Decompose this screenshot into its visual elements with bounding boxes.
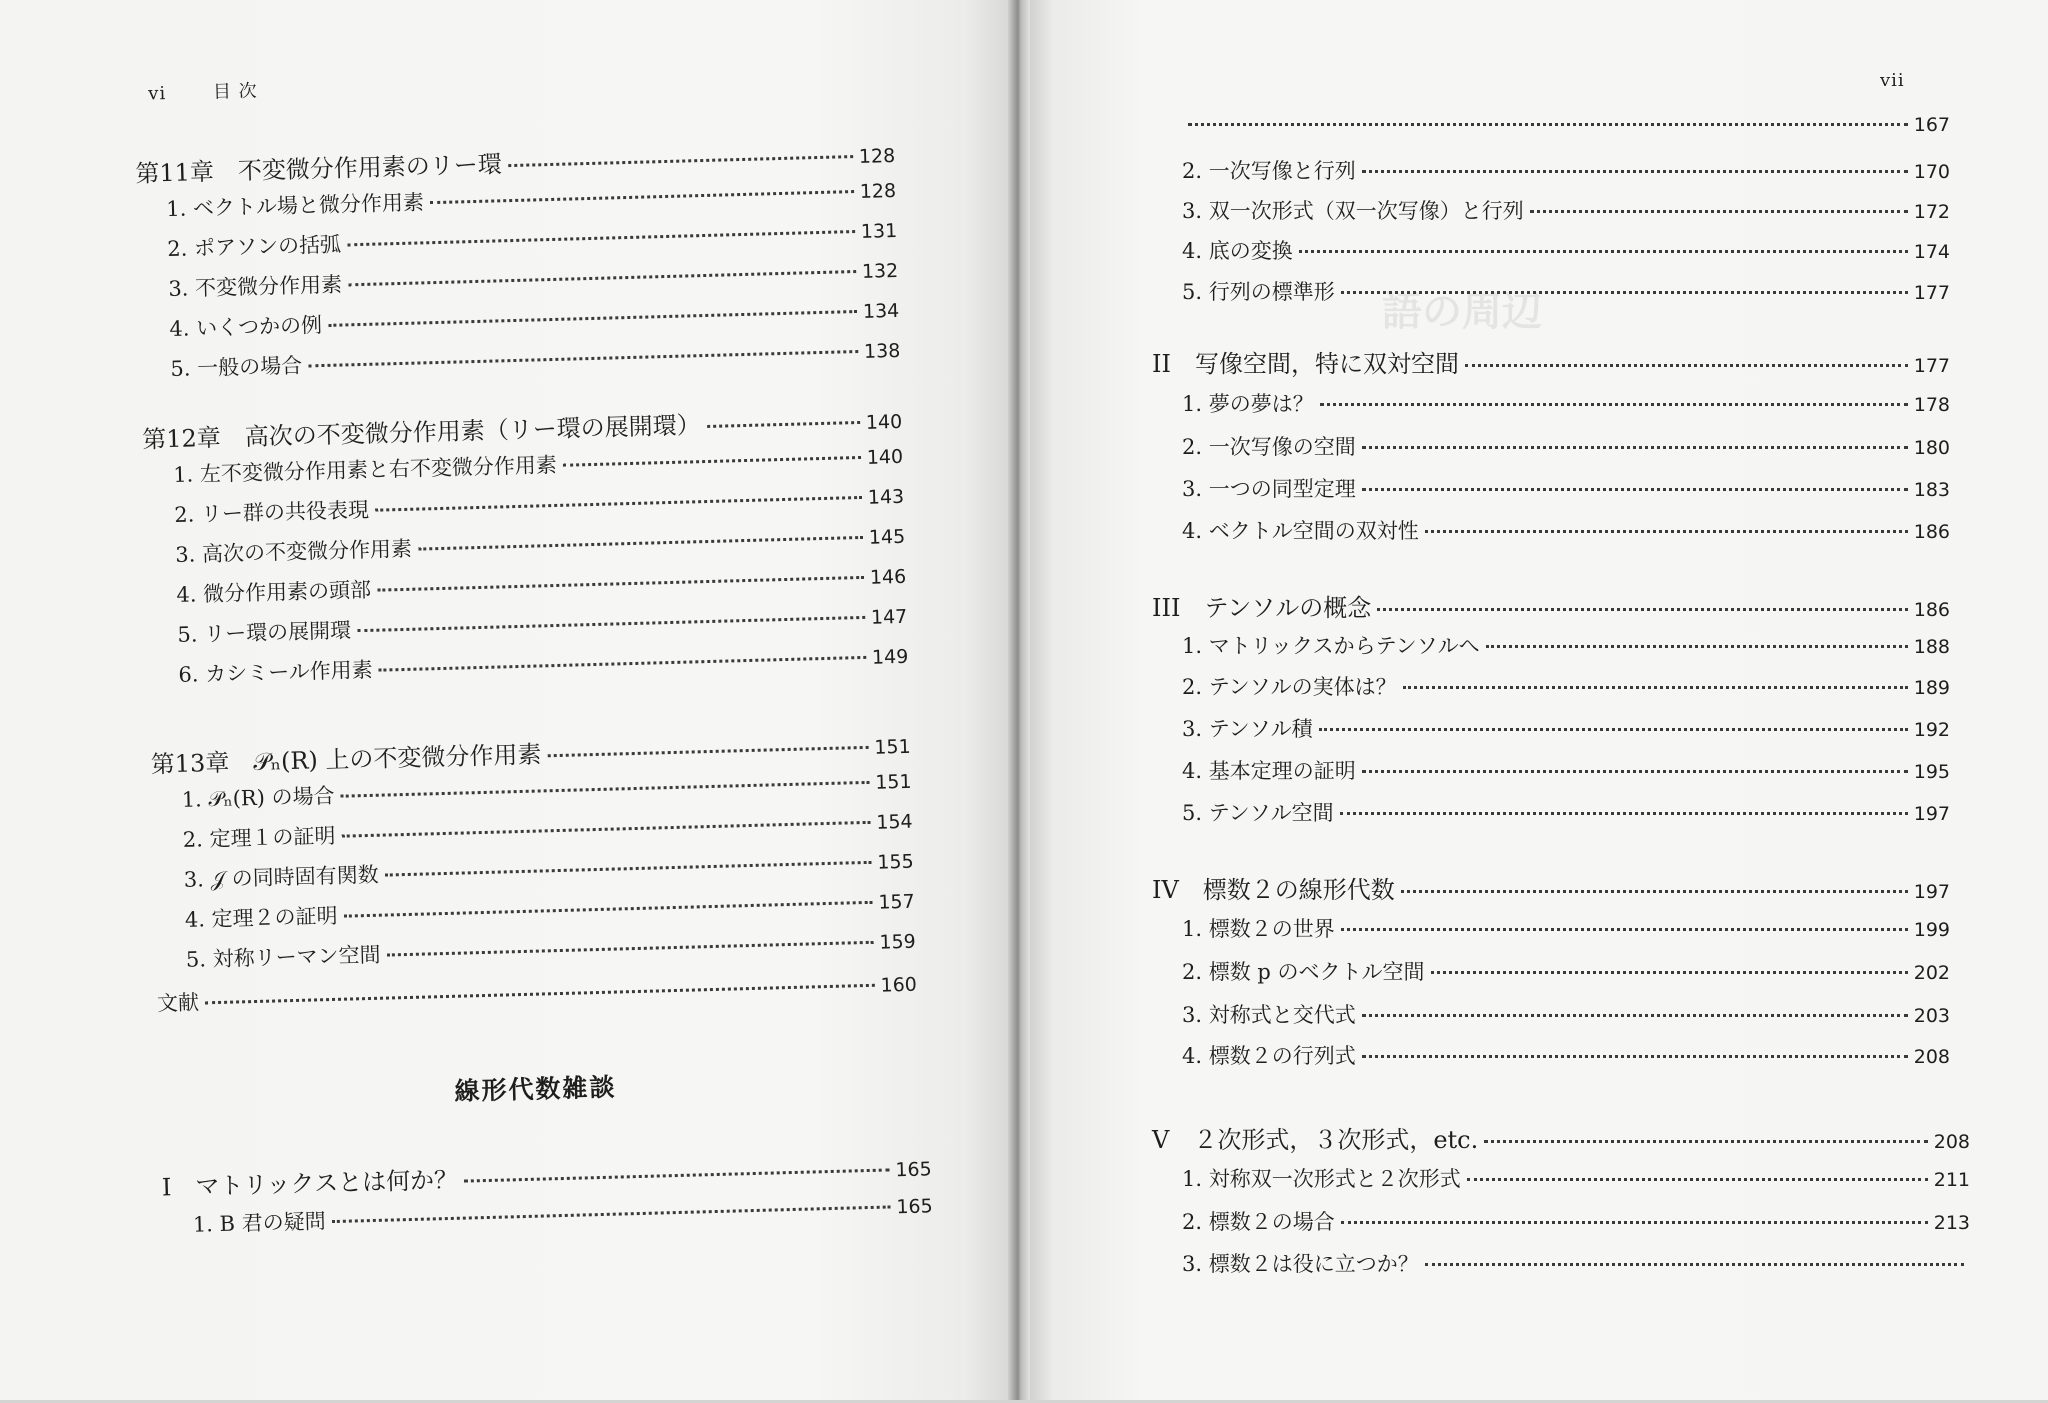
toc-entry-label: I マトリックスとは何か？ [161, 1165, 459, 1202]
toc-entry-label: 1. 夢の夢は？ [1182, 392, 1314, 416]
toc-entry[interactable] [183, 845, 914, 894]
leader-dots [1362, 488, 1908, 491]
toc-entry-label: 2. 一次写像の空間 [1182, 435, 1356, 459]
toc-entry-page: 145 [868, 525, 906, 549]
leader-dots [1362, 1055, 1908, 1058]
leader-dots [418, 536, 863, 551]
toc-entry-page: 177 [1913, 282, 1950, 304]
toc-entry-label: 5. テンソル空間 [1182, 801, 1334, 825]
toc-entry[interactable] [1182, 1248, 1970, 1278]
toc-entry-page: 197 [1913, 881, 1950, 903]
toc-entry[interactable] [167, 214, 898, 263]
leader-dots [347, 230, 855, 246]
toc-entry-label: 5. 対称リーマン空間 [185, 942, 381, 972]
leader-dots [344, 901, 873, 918]
leader-dots [341, 821, 870, 838]
leader-dots [332, 1205, 891, 1223]
toc-entry-label: 4. ベクトル空間の双対性 [1182, 519, 1419, 543]
toc-entry[interactable] [176, 560, 907, 609]
toc-entry-page: 202 [1913, 962, 1950, 984]
toc-entry-label: 2. 標数２の場合 [1182, 1210, 1335, 1234]
toc-entry-label: 3. 標数２は役に立つか？ [1182, 1252, 1419, 1276]
toc-entry[interactable] [1182, 797, 1950, 827]
leader-dots [1403, 686, 1908, 689]
toc-entry[interactable] [1182, 388, 1950, 418]
toc-entry[interactable] [1182, 195, 1950, 225]
leader-dots [1465, 364, 1908, 367]
toc-entry-label: 3. テンソル積 [1182, 717, 1313, 741]
toc-entry[interactable] [182, 805, 913, 854]
toc-entry[interactable] [169, 294, 900, 343]
leader-dots [1467, 1178, 1928, 1181]
leader-dots [1299, 250, 1908, 253]
toc-entry-label: 第12章 高次の不変微分作用素（リー環の展開環） [141, 411, 702, 454]
leader-dots [377, 576, 864, 592]
toc-entry-page: 211 [1933, 1169, 1970, 1191]
toc-entry-page: 140 [865, 410, 903, 434]
leader-dots [1377, 608, 1907, 611]
toc-entry-page: 128 [859, 179, 897, 203]
toc-entry[interactable] [1182, 155, 1950, 185]
toc-entry-label: 2. ポアソンの括弧 [167, 232, 342, 262]
toc-entry[interactable] [1152, 588, 1950, 623]
toc-entry-page: 203 [1913, 1005, 1950, 1027]
toc-entry-label: 3. 不変微分作用素 [168, 272, 343, 302]
leader-dots [375, 496, 862, 512]
leader-dots [1362, 770, 1908, 773]
toc-entry-label: 4. 微分作用素の頭部 [176, 577, 372, 607]
toc-entry[interactable] [1152, 1120, 1970, 1155]
toc-entry-page: 197 [1913, 803, 1950, 825]
toc-entry[interactable] [170, 334, 901, 383]
toc-entry[interactable] [1152, 870, 1950, 905]
left-header-title: 目 次 [212, 80, 258, 103]
toc-entry-label: 2. テンソルの実体は？ [1182, 675, 1397, 699]
toc-entry-page: 155 [877, 850, 914, 874]
leader-dots [1319, 728, 1908, 731]
toc-entry-label: III テンソルの概念 [1152, 594, 1372, 622]
toc-entry-page: 213 [1933, 1212, 1970, 1234]
toc-entry-page: 157 [878, 890, 915, 914]
toc-entry-page: 208 [1933, 1131, 1970, 1153]
toc-entry-page: 132 [861, 259, 899, 283]
leader-dots [385, 861, 872, 877]
toc-entry[interactable] [1182, 913, 1950, 943]
toc-entry-label: 4. 基本定理の証明 [1182, 759, 1356, 783]
leader-dots [340, 781, 869, 798]
toc-entry-page: 195 [1913, 761, 1950, 783]
leader-dots [508, 155, 853, 167]
toc-entry[interactable] [1182, 515, 1950, 545]
toc-entry-label: 6. カシミール作用素 [178, 657, 374, 687]
leader-dots [328, 310, 857, 327]
book-gutter [1008, 0, 1030, 1400]
toc-entry-page: 192 [1913, 719, 1950, 741]
leader-dots [1341, 928, 1908, 931]
toc-entry-label: 5. リー環の展開環 [177, 618, 352, 647]
toc-entry-page: 140 [866, 445, 904, 469]
toc-entry-page: 178 [1913, 394, 1950, 416]
right-page [1022, 0, 2048, 1400]
toc-entry[interactable] [1182, 956, 1950, 986]
toc-entry-page: 134 [862, 299, 900, 323]
toc-entry-label: 2. 標数 p のベクトル空間 [1182, 960, 1425, 984]
toc-entry-label: 1. 𝒫ₙ(R) の場合 [181, 783, 335, 812]
toc-entry[interactable] [1182, 999, 1950, 1029]
toc-entry[interactable] [1182, 276, 1950, 306]
leader-dots [205, 984, 875, 1005]
toc-entry-page: 165 [895, 1158, 932, 1182]
leader-dots [1425, 530, 1908, 533]
leader-dots [430, 190, 854, 204]
toc-entry-page: 177 [1913, 355, 1950, 377]
leader-dots [707, 421, 860, 428]
leader-dots [1425, 1263, 1964, 1266]
leader-dots [1341, 1221, 1928, 1224]
left-header [148, 77, 258, 106]
toc-entry-page: 160 [880, 973, 918, 997]
left-header-page-number: vi [148, 83, 167, 105]
toc-entry[interactable] [1182, 755, 1950, 785]
toc-entry[interactable] [1182, 713, 1950, 743]
toc-entry[interactable] [1182, 1163, 1970, 1193]
toc-entry-page: 154 [876, 810, 913, 834]
leader-dots [1320, 403, 1908, 406]
leader-dots [387, 941, 874, 957]
right-header-page-number: vii [1880, 70, 1905, 91]
toc-entry-label: 4. 底の変換 [1182, 239, 1293, 263]
toc-entry[interactable] [168, 254, 899, 303]
toc-entry-label: 3. 𝒥 の同時固有関数 [183, 862, 379, 892]
toc-entry[interactable] [1182, 630, 1950, 660]
toc-entry-page: 147 [870, 605, 908, 629]
toc-entry-label: 3. 高次の不変微分作用素 [175, 536, 413, 567]
toc-entry[interactable] [1182, 235, 1950, 265]
toc-entry[interactable] [1152, 344, 1950, 379]
toc-entry-page: 199 [1913, 919, 1950, 941]
toc-entry-page: 170 [1913, 161, 1950, 183]
toc-entry-page: 172 [1913, 201, 1950, 223]
toc-entry-label: 1. 対称双一次形式と２次形式 [1182, 1167, 1461, 1191]
toc-entry-label: 1. B 君の疑問 [192, 1209, 326, 1237]
toc-entry-label: 2. 定理１の証明 [182, 823, 336, 852]
toc-entry-page: 180 [1913, 437, 1950, 459]
toc-entry[interactable] [1182, 1206, 1970, 1236]
leader-dots [547, 746, 868, 757]
toc-entry[interactable] [178, 640, 909, 689]
leader-dots [1362, 1014, 1908, 1017]
toc-entry[interactable] [184, 885, 915, 934]
toc-entry[interactable] [1182, 431, 1950, 461]
toc-entry-page: 165 [896, 1195, 933, 1219]
toc-entry-page: 143 [867, 485, 905, 509]
left-page [0, 0, 1015, 1400]
toc-entry-label: 第13章 𝒫ₙ(R) 上の不変微分作用素 [150, 740, 542, 779]
leader-dots [1362, 170, 1908, 173]
toc-entry-label: 3. 一つの同型定理 [1182, 477, 1356, 501]
toc-entry-page: 183 [1913, 479, 1950, 501]
toc-entry-label: IV 標数２の線形代数 [1152, 876, 1395, 904]
leader-dots [1362, 446, 1908, 449]
toc-entry[interactable] [1182, 473, 1950, 503]
toc-entry-label: 4. いくつかの例 [169, 313, 323, 342]
toc-entry-label: 1. ベクトル場と微分作用素 [165, 190, 425, 222]
toc-entry-label: 2. リー群の共役表現 [173, 497, 370, 527]
toc-entry-page: 151 [874, 735, 911, 759]
toc-entry-page: 189 [1913, 677, 1950, 699]
toc-entry-label: 5. 行列の標準形 [1182, 280, 1335, 304]
show-through-text: 語の周辺 [1382, 288, 1542, 335]
toc-entry-label: 2. 一次写像と行列 [1182, 159, 1356, 183]
toc-entry[interactable] [175, 520, 906, 569]
leader-dots [464, 1168, 889, 1182]
toc-entry-label: 5. 一般の場合 [170, 353, 303, 382]
toc-entry[interactable] [177, 600, 908, 649]
toc-entry-label: 1. 標数２の世界 [1182, 917, 1335, 941]
toc-entry-page: 159 [879, 930, 917, 954]
toc-entry-label: 4. 定理２の証明 [184, 903, 338, 932]
toc-entry-page: 131 [860, 219, 898, 243]
toc-entry-label: 1. 左不変微分作用素と右不変微分作用素 [172, 452, 558, 487]
toc-entry[interactable] [157, 968, 918, 1018]
toc-entry-label: 第11章 不変微分作用素のリー環 [134, 150, 503, 188]
leader-dots [1188, 123, 1908, 126]
toc-entry-label: II 写像空間，特に双対空間 [1152, 350, 1459, 378]
toc-entry-label: 文献 [156, 990, 200, 1016]
leader-dots [1341, 291, 1908, 294]
leader-dots [348, 270, 856, 286]
leader-dots [1530, 210, 1908, 213]
toc-entry-page: 208 [1913, 1046, 1950, 1068]
appendix-title: 線形代数雑談 [454, 1072, 617, 1106]
leader-dots [308, 350, 858, 367]
leader-dots [1431, 971, 1908, 974]
toc-entry-label: 3. 対称式と交代式 [1182, 1003, 1356, 1027]
toc-entry[interactable] [186, 925, 917, 974]
toc-entry[interactable] [174, 480, 905, 529]
leader-dots [1484, 1140, 1927, 1143]
leader-dots [563, 456, 861, 467]
toc-entry-page: 186 [1913, 599, 1950, 621]
toc-entry[interactable] [1182, 114, 1950, 136]
toc-entry[interactable] [1182, 1040, 1950, 1070]
leader-dots [357, 616, 865, 632]
leader-dots [1401, 890, 1908, 893]
toc-entry-page: 186 [1913, 521, 1950, 543]
toc-entry-page: 188 [1913, 636, 1950, 658]
toc-entry-page: 174 [1913, 241, 1950, 263]
toc-entry-page: 167 [1913, 114, 1950, 136]
toc-entry-label: 4. 標数２の行列式 [1182, 1044, 1356, 1068]
toc-entry-label: 1. マトリックスからテンソルへ [1182, 634, 1480, 658]
toc-entry-page: 151 [875, 770, 912, 794]
leader-dots [1486, 645, 1908, 648]
toc-entry-label: 3. 双一次形式（双一次写像）と行列 [1182, 199, 1524, 223]
toc-entry-page: 146 [869, 565, 907, 589]
toc-entry-page: 138 [863, 339, 901, 363]
leader-dots [379, 656, 866, 672]
toc-entry-label: V ２次形式，３次形式，etc. [1152, 1126, 1479, 1154]
toc-entry-page: 128 [858, 144, 896, 168]
toc-entry-page: 149 [871, 645, 909, 669]
toc-entry[interactable] [1182, 671, 1950, 701]
leader-dots [1340, 812, 1908, 815]
